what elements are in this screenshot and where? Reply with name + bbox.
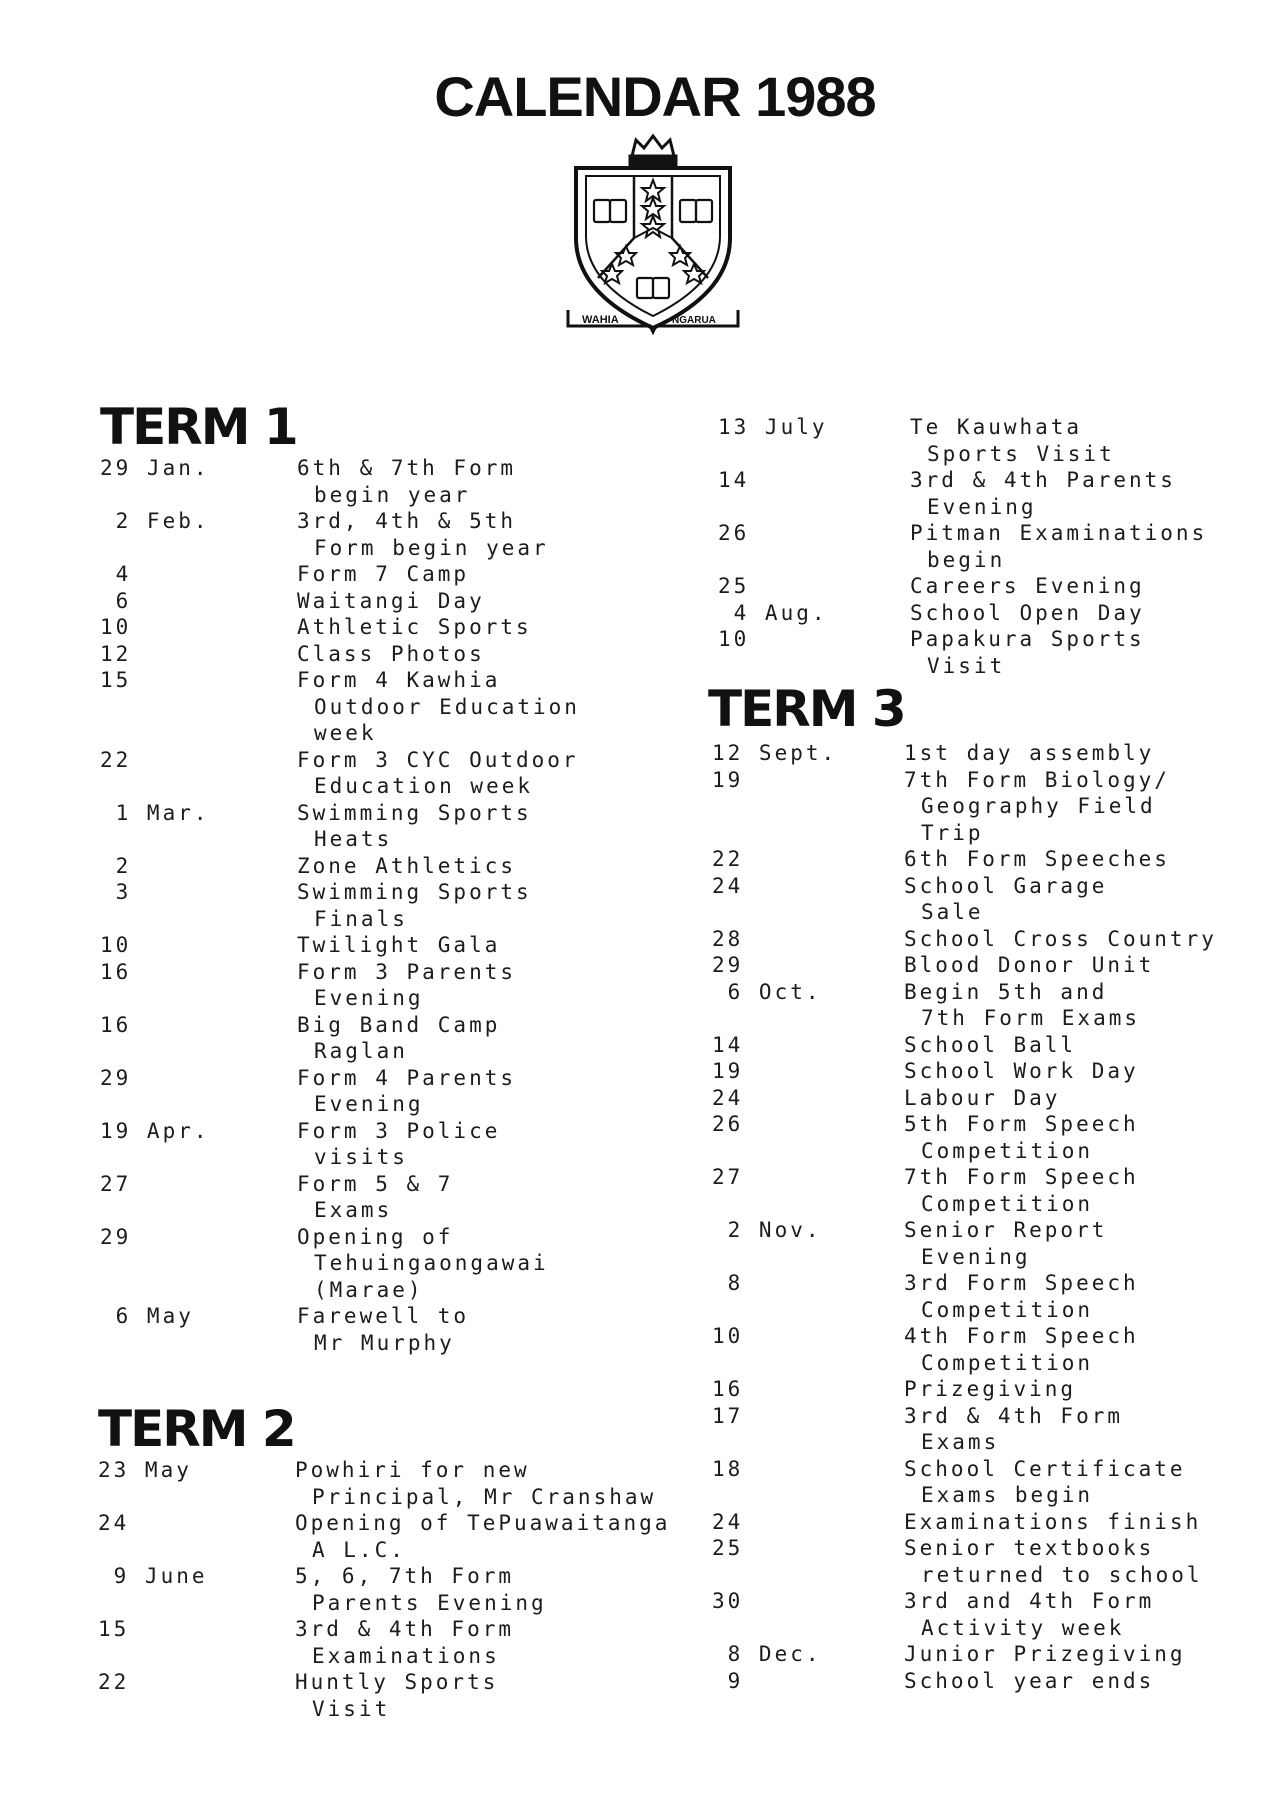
calendar-entry <box>712 1376 1217 1403</box>
entry-date: 12 <box>100 641 132 666</box>
entry-event-text: 3rd and 4th Form <box>904 1589 1155 1613</box>
entry-event-text: 3rd & 4th Form <box>904 1403 1124 1428</box>
entry-event-text: Begin 5th and <box>904 979 1108 1004</box>
entry-event-text: Parents Evening <box>312 1590 547 1615</box>
calendar-entry <box>98 1563 670 1616</box>
calendar-entry <box>712 767 1217 847</box>
entry-date: 9 <box>712 1668 744 1693</box>
calendar-entry <box>718 573 1207 600</box>
entry-event-text: School Garage <box>904 873 1108 898</box>
entry-date: 10 <box>718 627 750 651</box>
entry-date: 22 <box>98 1670 130 1694</box>
entry-date: 30 <box>712 1589 744 1613</box>
calendar-entry <box>712 1217 1217 1270</box>
entry-event-text: Twilight Gala <box>297 933 501 957</box>
entry-event-text: School Ball <box>904 1032 1077 1057</box>
calendar-entry <box>100 588 580 615</box>
entry-date: 24 <box>712 873 744 898</box>
entry-event-text: Careers Evening <box>910 574 1145 598</box>
entry-date: 4 <box>100 562 132 586</box>
entry-event-text: Exams begin <box>921 1483 1094 1507</box>
entry-date: 2 Feb. <box>100 509 210 533</box>
entry-event-text: Sports Visit <box>927 441 1115 466</box>
entry-event-text: begin year <box>314 482 471 507</box>
entry-event-text: School Cross Country <box>904 926 1217 951</box>
entry-event-text: Big Band Camp <box>297 1012 501 1037</box>
entry-event-text: School Open Day <box>910 600 1145 625</box>
term-1-heading: TERM 1 <box>100 398 297 456</box>
entry-date: 25 <box>712 1536 744 1560</box>
entry-event-text: Form 4 Parents <box>297 1065 517 1090</box>
entry-date: 16 <box>100 1012 132 1037</box>
entry-date: 6 May <box>100 1304 194 1328</box>
calendar-entry <box>712 740 1217 767</box>
entry-event-text: Evening <box>927 494 1037 519</box>
entry-event-text: 7th Form Speech <box>904 1165 1139 1189</box>
entry-event-text: Senior Report <box>904 1218 1108 1242</box>
entry-event-text: returned to school <box>921 1562 1203 1587</box>
calendar-entry <box>718 467 1207 520</box>
calendar-entry <box>712 1588 1217 1641</box>
calendar-entry <box>100 932 580 959</box>
entry-date: 14 <box>718 468 750 492</box>
entry-event-text: Senior textbooks <box>904 1536 1155 1560</box>
entry-event-text: Labour Day <box>904 1085 1061 1110</box>
calendar-entry <box>100 853 580 880</box>
calendar-entry <box>98 1510 670 1563</box>
entry-event-text: Mr Murphy <box>314 1330 455 1355</box>
entry-date: 24 <box>712 1085 744 1110</box>
calendar-entry <box>712 952 1217 979</box>
entry-event-text: 3rd & 4th Parents <box>910 468 1176 492</box>
calendar-entry <box>100 1118 580 1171</box>
entry-date: 2 <box>100 853 132 878</box>
entry-event-text: 7th Form Biology/ <box>904 767 1170 792</box>
entry-event-text: visits <box>314 1145 408 1169</box>
entry-date: 24 <box>98 1511 130 1535</box>
calendar-entry <box>100 1065 580 1118</box>
entry-event-text: Raglan <box>314 1039 408 1063</box>
entry-date: 16 <box>100 959 132 984</box>
crest-motto-left: WAHIA <box>582 314 619 326</box>
calendar-entry <box>100 561 580 588</box>
entry-event-text: Exams <box>921 1430 1000 1454</box>
entry-date: 13 July <box>718 415 828 439</box>
calendar-entry <box>712 1668 1217 1695</box>
term-2-heading: TERM 2 <box>98 1400 295 1458</box>
entry-date: 26 <box>712 1112 744 1136</box>
entry-date: 19 Apr. <box>100 1118 210 1143</box>
entry-date: 15 <box>100 668 132 692</box>
calendar-entry <box>712 1058 1217 1085</box>
calendar-entry <box>100 508 580 561</box>
calendar-entry <box>100 455 580 508</box>
entry-event-text: School year ends <box>904 1668 1155 1693</box>
entry-event-text: Waitangi Day <box>297 588 485 613</box>
entry-date: 2 Nov. <box>712 1218 822 1242</box>
entry-event-text: Geography Field <box>921 794 1156 818</box>
calendar-entry <box>712 1270 1217 1323</box>
entry-date: 3 <box>100 880 132 904</box>
entry-event-text: 5, 6, 7th Form <box>295 1564 515 1588</box>
entry-event-text: 5th Form Speech <box>904 1112 1139 1136</box>
entry-date: 9 June <box>98 1564 208 1588</box>
entry-date: 10 <box>100 933 132 957</box>
entry-event-text: Heats <box>314 827 393 851</box>
entry-event-text: Examinations <box>312 1643 500 1668</box>
calendar-entry <box>98 1457 670 1510</box>
entry-event-text: School Work Day <box>904 1059 1139 1083</box>
calendar-entry <box>718 626 1207 679</box>
entry-event-text: Athletic Sports <box>297 615 532 639</box>
calendar-entry <box>100 641 580 668</box>
entry-event-text: 3rd, 4th & 5th <box>297 509 517 533</box>
entry-event-text: week <box>314 721 377 745</box>
entry-event-text: Examinations finish <box>904 1509 1202 1534</box>
entry-date: 16 <box>712 1377 744 1401</box>
entry-date: 19 <box>712 767 744 792</box>
calendar-entry <box>712 1085 1217 1112</box>
entry-event-text: Activity week <box>921 1615 1125 1640</box>
entry-date: 4 Aug. <box>718 600 828 625</box>
entry-event-text: Competition <box>921 1191 1094 1216</box>
entry-event-text: Blood Donor Unit <box>904 953 1155 977</box>
entry-event-text: Opening of TePuawaitanga <box>295 1511 671 1535</box>
entry-date: 8 <box>712 1271 744 1295</box>
entry-event-text: Tehuingaongawai <box>314 1251 549 1275</box>
entry-date: 29 <box>100 1065 132 1090</box>
entry-event-text: Class Photos <box>297 641 485 666</box>
entry-date: 24 <box>712 1509 744 1534</box>
entry-date: 8 Dec. <box>712 1642 822 1666</box>
entry-event-text: Outdoor Education <box>314 694 580 719</box>
calendar-entry <box>712 1456 1217 1509</box>
entry-date: 17 <box>712 1403 744 1428</box>
entry-date: 15 <box>98 1617 130 1641</box>
calendar-entry <box>718 520 1207 573</box>
calendar-entry <box>98 1616 670 1669</box>
entry-event-text: Trip <box>921 820 984 845</box>
school-crest <box>562 128 744 343</box>
entry-event-text: Swimming Sports <box>297 800 532 825</box>
entry-date: 25 <box>718 574 750 598</box>
entry-date: 27 <box>100 1171 132 1196</box>
calendar-entry <box>100 614 580 641</box>
entry-date: 14 <box>712 1032 744 1057</box>
entry-event-text: Competition <box>921 1138 1094 1163</box>
page-title: CALENDAR 1988 <box>434 65 876 128</box>
entry-event-text: Powhiri for new <box>295 1458 530 1482</box>
calendar-entry <box>100 959 580 1012</box>
calendar-entry <box>100 1224 580 1304</box>
calendar-entry <box>712 979 1217 1032</box>
entry-event-text: A L.C. <box>312 1537 406 1562</box>
entry-event-text: Pitman Examinations <box>910 521 1208 545</box>
calendar-entry <box>712 1535 1217 1588</box>
entry-event-text: Education week <box>314 774 534 798</box>
crest-motto-right: NGARUA <box>672 315 716 326</box>
entry-event-text: Form 3 CYC Outdoor <box>297 747 579 772</box>
entry-event-text: Form begin year <box>314 535 549 560</box>
entry-date: 1 Mar. <box>100 800 210 825</box>
calendar-entry <box>712 846 1217 873</box>
entry-event-text: Principal, Mr Cranshaw <box>312 1484 657 1509</box>
entry-date: 12 Sept. <box>712 741 838 765</box>
entry-event-text: (Marae) <box>314 1277 424 1302</box>
entry-event-text: Visit <box>312 1696 391 1721</box>
entry-event-text: 1st day assembly <box>904 741 1155 765</box>
entry-event-text: Prizegiving <box>904 1377 1077 1401</box>
entry-event-text: Sale <box>921 900 984 924</box>
term-2-list <box>98 1457 670 1722</box>
entry-event-text: Competition <box>921 1350 1094 1375</box>
term-2-continued-list <box>718 414 1207 679</box>
entry-date: 6 Oct. <box>712 979 822 1004</box>
calendar-entry <box>712 1641 1217 1668</box>
entry-date: 22 <box>712 847 744 871</box>
calendar-entry <box>712 1032 1217 1059</box>
entry-event-text: School Certificate <box>904 1456 1186 1481</box>
entry-event-text: Form 4 Kawhia <box>297 668 501 692</box>
entry-date: 26 <box>718 521 750 545</box>
entry-date: 29 <box>712 953 744 977</box>
entry-date: 27 <box>712 1165 744 1189</box>
entry-event-text: Evening <box>921 1244 1031 1269</box>
calendar-entry <box>718 414 1207 467</box>
entry-event-text: Exams <box>314 1198 393 1222</box>
calendar-entry <box>100 800 580 853</box>
entry-date: 6 <box>100 588 132 613</box>
entry-event-text: Te Kauwhata <box>910 415 1083 439</box>
entry-event-text: Evening <box>314 1092 424 1116</box>
calendar-entry <box>712 1509 1217 1536</box>
entry-event-text: Huntly Sports <box>295 1670 499 1694</box>
entry-event-text: Form 5 & 7 <box>297 1171 454 1196</box>
entry-event-text: Evening <box>314 986 424 1010</box>
entry-date: 28 <box>712 926 744 951</box>
entry-event-text: Farewell to <box>297 1304 470 1328</box>
term-3-heading: TERM 3 <box>708 680 905 738</box>
entry-event-text: Swimming Sports <box>297 880 532 904</box>
entry-event-text: Finals <box>314 906 408 931</box>
entry-event-text: 4th Form Speech <box>904 1324 1139 1348</box>
calendar-entry <box>100 879 580 932</box>
entry-date: 29 Jan. <box>100 456 210 480</box>
calendar-entry <box>712 1323 1217 1376</box>
calendar-entry <box>712 873 1217 926</box>
calendar-entry <box>712 926 1217 953</box>
calendar-entry <box>712 1164 1217 1217</box>
entry-date: 22 <box>100 747 132 772</box>
entry-event-text: Form 3 Parents <box>297 959 517 984</box>
entry-date: 10 <box>100 615 132 639</box>
entry-event-text: Opening of <box>297 1224 454 1249</box>
calendar-entry <box>100 1303 580 1356</box>
entry-event-text: Form 7 Camp <box>297 562 470 586</box>
entry-event-text: Form 3 Police <box>297 1118 501 1143</box>
calendar-entry <box>100 747 580 800</box>
calendar-entry <box>100 667 580 747</box>
calendar-entry <box>100 1012 580 1065</box>
entry-event-text: Zone Athletics <box>297 853 517 878</box>
calendar-entry <box>100 1171 580 1224</box>
entry-date: 23 May <box>98 1458 192 1482</box>
entry-event-text: 6th Form Speeches <box>904 847 1170 871</box>
entry-event-text: 3rd Form Speech <box>904 1271 1139 1295</box>
entry-date: 29 <box>100 1224 132 1249</box>
entry-date: 18 <box>712 1456 744 1481</box>
entry-date: 19 <box>712 1059 744 1083</box>
term-3-list <box>712 740 1217 1694</box>
entry-event-text: Competition <box>921 1297 1094 1322</box>
term-1-list <box>100 455 580 1356</box>
calendar-entry <box>98 1669 670 1722</box>
entry-event-text: 6th & 7th Form <box>297 456 517 480</box>
calendar-entry <box>712 1111 1217 1164</box>
calendar-entry <box>718 600 1207 627</box>
entry-event-text: 3rd & 4th Form <box>295 1617 515 1641</box>
entry-event-text: Papakura Sports <box>910 627 1145 651</box>
calendar-entry <box>712 1403 1217 1456</box>
entry-event-text: begin <box>927 547 1006 572</box>
entry-event-text: Junior Prizegiving <box>904 1642 1186 1666</box>
entry-event-text: Visit <box>927 653 1006 678</box>
entry-date: 10 <box>712 1324 744 1348</box>
entry-event-text: 7th Form Exams <box>921 1006 1141 1030</box>
